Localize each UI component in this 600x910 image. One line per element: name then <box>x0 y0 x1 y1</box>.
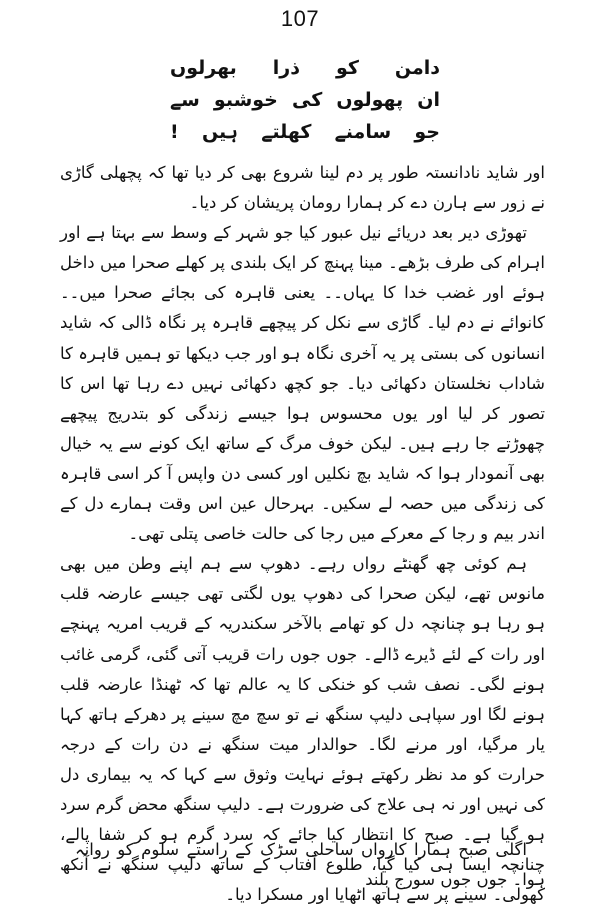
poem-word: سامنے <box>334 121 392 143</box>
poem-word: ذرا <box>272 57 300 79</box>
poem <box>170 52 440 148</box>
poem-word: ہیں <box>201 121 238 143</box>
paragraph: تھوڑی دیر بعد دریائے نیل عبور کیا جو شہر کے وسط سے بہتا ہے اور اہرام کی طرف بڑھے۔ مینا پہنچ کر ایک بلندی پر کھلے صحرا میں داخل ہوئے اور غضب خدا کا یہاں۔۔ یعنی قاہرہ کی بجائے صحرا میں۔۔ کانوائے نے دم لیا۔ گاڑی سے نکل کر پیچھے قاہرہ پر نگاہ ڈالی کہ شاید انسانوں کی بستی پر یہ آخری نگاہ ہو اور جب دیکھا تو ہمیں قاہرہ کا شاداب نخلستان دکھائی دیا۔ جو کچھ دکھائی نہیں دے رہا تھا اس کا تصور کر لیا اور یوں محسوس ہوا جیسے زندگی کو بتدریج پیچھے چھوڑتے جا رہے ہیں۔ لیکن خوف مرگ کے ساتھ ایک کونے سے یہ خیال بھی آنمودار ہوا کہ شاید بچ نکلیں اور کسی دن واپس آ کر اسی قاہرہ کی زندگی میں حصہ لے سکیں۔ بہرحال عین اس وقت ہمارے دل کے اندر بیم و رجا کے معرکے میں رجا کی حالت خاصی پتلی تھی۔ <box>60 223 545 544</box>
poem-word: سے <box>170 89 200 111</box>
poem-word: ! <box>170 121 179 143</box>
poem-line <box>170 52 440 84</box>
poem-word: پھولوں <box>336 89 404 111</box>
poem-word: ان <box>417 89 440 111</box>
paragraph: اور شاید نادانستہ طور پر دم لینا شروع بھی کر دیا تھا کہ پچھلی گاڑی نے زور سے ہارن دے کر ہمارا رومان پریشان کر دیا۔ <box>60 163 545 213</box>
page-number: 107 <box>280 6 320 31</box>
paragraph: ہم کوئی چھ گھنٹے رواں رہے۔ دھوپ سے ہم اپنے وطن میں بھی مانوس تھے، لیکن صحرا کی دھوپ یوں لگتی تھی جیسے عارضہ قلب ہو رہا ہو چنانچہ دل کو تھامے بالآخر سکندریہ کے قریب امریہ پہنچے اور رات کے لئے ڈیرے ڈالے۔ جوں جوں رات قریب آتی گئی، گرمی غائب ہونے لگی۔ نصف شب کو خنکی کا یہ عالم تھا کہ ٹھنڈا عارضہ قلب ہونے لگا اور سپاہی دلیپ سنگھ نے تو سچ مچ سینے پر دھرکے ہاتھ کہا یار مرگیا، اور مرنے لگا۔ حوالدار میت سنگھ نے دن رات کے درجہ حرارت کو مد نظر رکھتے ہوئے نہایت وثوق سے کہا کہ یہ بیماری دل کی نہیں اور نہ ہی علاج کی ضرورت ہے۔ دلیپ سنگھ محض گرم سرد ہو گیا ہے۔ صبح کا انتظار کیا جائے کہ سرد گرم ہو کر شفا پالے، چنانچہ ایسا ہی کیا گیا، طلوع آفتاب کے ساتھ دلیپ سنگھ نے آنکھ کھولی۔ سینے پر سے ہاتھ اٹھایا اور مسکرا دیا۔ <box>60 554 545 905</box>
poem-word: کی <box>291 89 323 111</box>
poem-word: بھرلوں <box>170 57 237 79</box>
body-text <box>60 158 545 910</box>
poem-word: کو <box>335 57 359 79</box>
poem-word: کھلتے <box>261 121 312 143</box>
poem-word: دامن <box>394 57 440 79</box>
paragraph: اگلی صبح ہمارا کارواں ساحلی سڑک کے راستے سلوم کو روانہ ہوا۔ جوں جوں سورج بلند <box>75 840 545 890</box>
poem-word: جو <box>414 121 440 143</box>
poem-line <box>170 84 440 116</box>
poem-line <box>170 116 440 148</box>
poem-word: خوشبو <box>213 89 278 111</box>
